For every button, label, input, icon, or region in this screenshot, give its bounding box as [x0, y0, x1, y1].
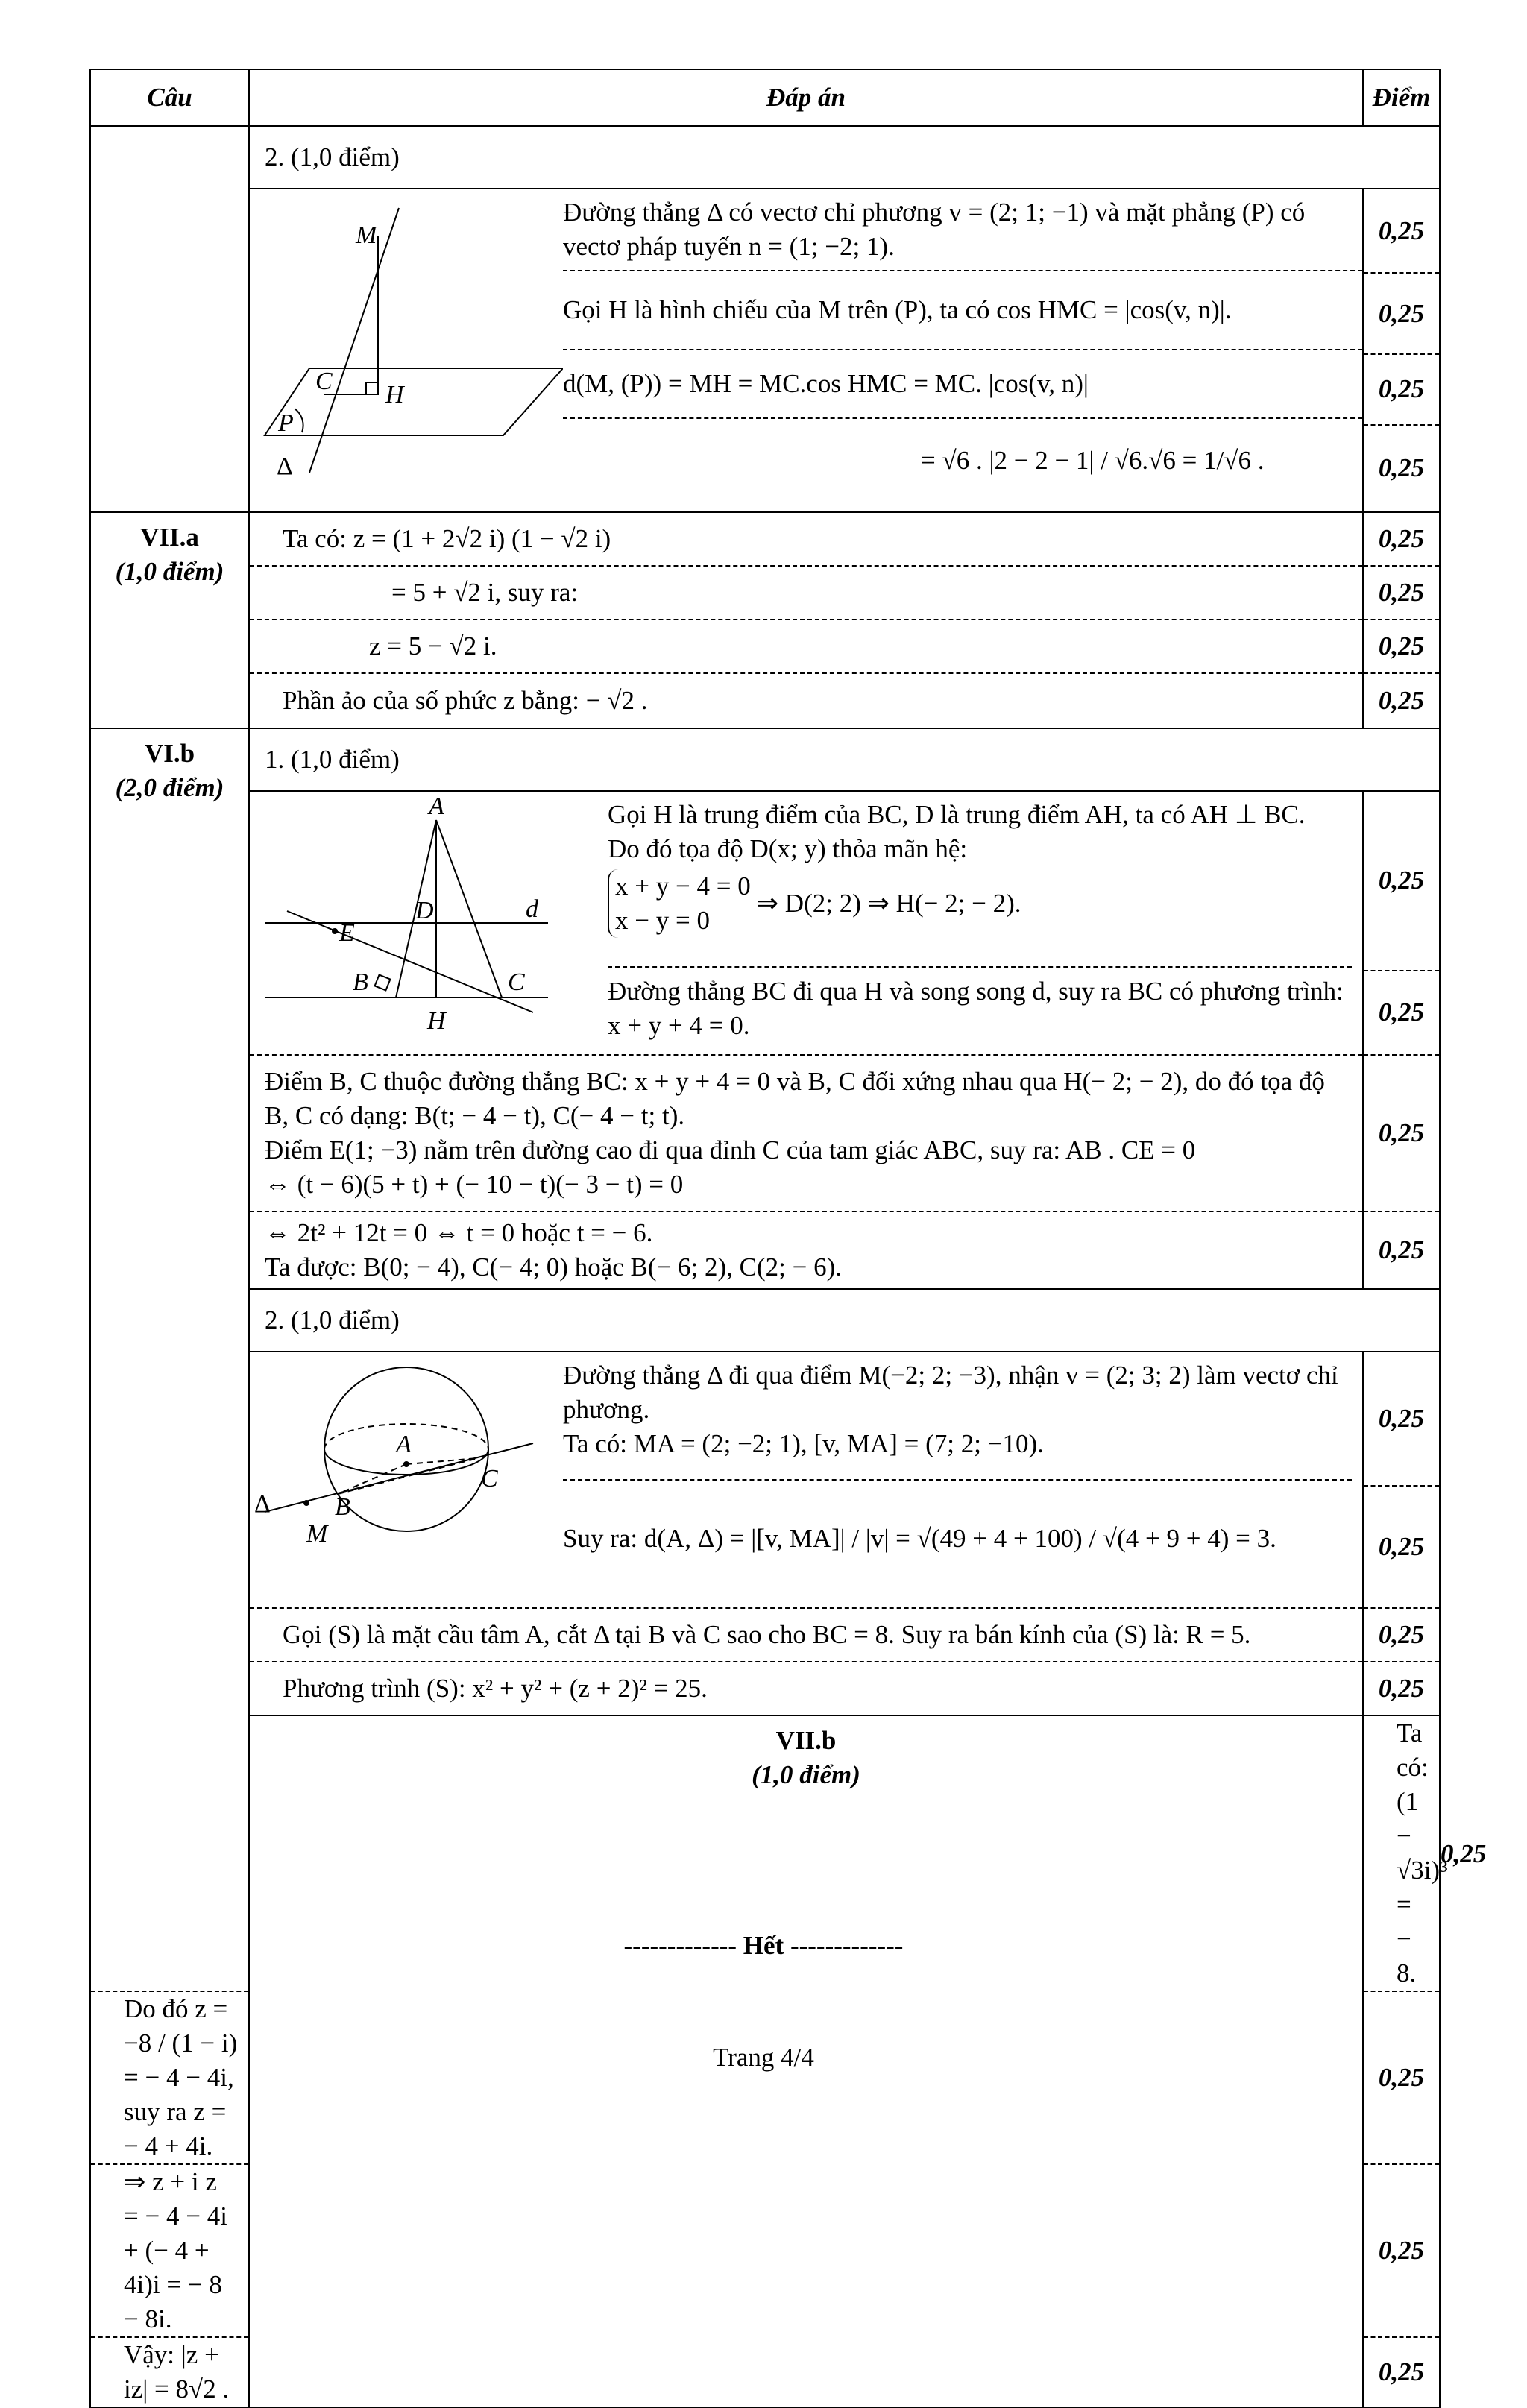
- label-d-line: d: [526, 895, 538, 923]
- label-p: P: [278, 409, 294, 437]
- s3-p1-lines: [608, 792, 1362, 1054]
- score: 0,25: [1363, 566, 1440, 620]
- score: 0,25: [1363, 512, 1440, 566]
- score: 0,25: [1363, 1991, 1440, 2164]
- cau-vii-a: VII.a (1,0 điểm): [90, 512, 249, 728]
- s2-line-4: Phần ảo của số phức z bằng: − √2 .: [249, 673, 1363, 728]
- s1-line-3: d(M, (P)) = MH = MC.cos HMC = MC. |cos(v, n)|: [563, 350, 1362, 419]
- label-m: M: [356, 221, 377, 249]
- eq-2: x − y = 0: [615, 906, 710, 935]
- plane-figure: [250, 189, 563, 511]
- score: 0,25: [1363, 1055, 1440, 1211]
- label-h: H: [385, 381, 404, 409]
- label-c: C: [481, 1465, 498, 1493]
- page-number: Trang 4/4: [713, 2043, 814, 2072]
- cau-empty: [90, 126, 249, 512]
- label-d: D: [415, 897, 434, 924]
- s4-line-4: Vậy: |z + iz| = 8√2 .: [90, 2337, 249, 2407]
- s1-line-2: Gọi H là hình chiếu của M trên (P), ta có cos HMC = |cos(v, n)|.: [563, 271, 1362, 350]
- s3-p2-line-2: Ta có: MA = (2; −2; 1), [v, MA] = (7; 2; −10).: [563, 1429, 1044, 1458]
- s2-line-1: Ta có: z = (1 + 2√2 i) (1 − √2 i): [249, 512, 1363, 566]
- end-marker: ------------- Hết -------------: [623, 1931, 904, 1960]
- score: 0,25: [1363, 354, 1440, 425]
- s1-line-4: = √6 . |2 − 2 − 1| / √6.√6 = 1/√6 .: [921, 446, 1265, 475]
- score: 0,25: [1363, 1352, 1440, 1486]
- s1-content: [249, 189, 1363, 512]
- s4-line-1: Ta có: (1 − √3i)³ = − 8.: [1363, 1715, 1440, 1991]
- s1-line-1: Đường thẳng Δ có vectơ chỉ phương v = (2; 1; −1) và mặt phẳng (P) có vectơ pháp tuyến n = (1; −2; 1).: [563, 189, 1362, 271]
- s2-line-2: = 5 + √2 i, suy ra:: [249, 566, 1363, 620]
- score: 0,25: [1363, 971, 1440, 1055]
- triangle-figure: [250, 792, 608, 1054]
- label-c: C: [508, 968, 525, 996]
- label-a: A: [429, 792, 444, 820]
- label-e: E: [339, 919, 355, 947]
- score: 0,25: [1363, 620, 1440, 673]
- score: 0,25: [1363, 2164, 1440, 2337]
- table-header: [90, 69, 1440, 126]
- s4-line-2: Do đó z = −8 / (1 − i) = − 4 − 4i, suy ra z = − 4 + 4i.: [90, 1991, 249, 2164]
- sphere-figure: [250, 1352, 563, 1607]
- label-delta: Δ: [277, 453, 293, 480]
- score: 0,25: [1363, 425, 1440, 512]
- score: 0,25: [1363, 1486, 1440, 1608]
- score: 0,25: [1363, 189, 1440, 273]
- cau-vi-b: VI.b (2,0 điểm): [90, 728, 249, 1991]
- system-equations: [608, 869, 1352, 938]
- eq-1: x + y − 4 = 0: [615, 872, 751, 901]
- score: 0,25: [1363, 1608, 1440, 1662]
- label-b: B: [353, 968, 368, 996]
- header-cau: Câu: [90, 69, 249, 126]
- header-dap-an: Đáp án: [249, 69, 1363, 126]
- header-diem: Điểm: [1363, 69, 1440, 126]
- part-label: 2. (1,0 điểm): [249, 126, 1440, 189]
- s3-line-1: Gọi H là trung điểm của BC, D là trung điểm AH, ta có AH ⊥ BC.: [608, 800, 1306, 829]
- s4-line-3: ⇒ z + i z = − 4 − 4i + (− 4 + 4i)i = − 8 − 8i.: [90, 2164, 249, 2337]
- s3-line-2: Do đó tọa độ D(x; y) thỏa mãn hệ:: [608, 834, 968, 863]
- label-delta: Δ: [254, 1490, 271, 1518]
- score: 0,25: [1363, 1662, 1440, 1715]
- s3-p2-line-1: Đường thẳng Δ đi qua điểm M(−2; 2; −3), nhận v = (2; 3; 2) làm vectơ chỉ phương.: [563, 1361, 1338, 1424]
- cau-vii-b: VII.b (1,0 điểm): [249, 1715, 1363, 2407]
- s3-p2-line-3: Suy ra: d(A, Δ) = |[v, MA]| / |v| = √(49 + 4 + 100) / √(4 + 9 + 4) = 3.: [563, 1524, 1276, 1553]
- part-label: 2. (1,0 điểm): [249, 1289, 1440, 1352]
- s3-p1-block-4: ⇔ 2t² + 12t = 0 ⇔ t = 0 hoặc t = − 6. Ta được: B(0; − 4), C(− 4; 0) hoặc B(− 6; 2), C(2; − 6).: [249, 1211, 1363, 1289]
- score: 0,25: [1363, 673, 1440, 728]
- s3-p2-lines: [563, 1352, 1362, 1607]
- answer-table: Câu Đáp án Điểm 2. (1,0 điểm) M C H P Δ Đường thẳng Δ có vectơ chỉ phương v = (2; 1; −1) và mặt phẳng (P) có vectơ pháp tuyến n = (1; −2; 1). Gọi H là hình chiếu của M trên (P), ta có cos HMC = |cos(v, n)|. d(M, (P)) = MH = MC.cos HMC = MC. |cos(v, n)| = √6 . |2 − 2 − 1| / √6.√6 = 1/√6 . 0,25 0,25 0,25 0,25 VII.a (1,0 điểm) Ta có: z = (1 + 2√2 i) (1 − √2 i) 0,25 = 5 + √2 i, suy ra: 0,25 z = 5 − √2 i. 0,25 Phần ảo của số phức z bằng: − √2 . 0,25 VI.b (2,0 điểm) 1. (1,0 điểm) A D d E B C H Gọi H là trung điểm của BC, D là trung điểm AH, ta có AH ⊥ BC. Do đó tọa độ D(x; y) thỏa mãn hệ: x + y − 4 = 0 x − y = 0 ⇒ D(2; 2) ⇒ H(− 2; − 2). Đường thẳng BC đi qua H và song song d, suy ra BC có phương trình: x + y + 4 = 0. 0,25 0,25 Điểm B, C thuộc đường thẳng BC: x + y + 4 = 0 và B, C đối xứng nhau qua H(− 2; − 2), do đó tọa độ B, C có dạng: B(t; − 4 − t), C(− 4 − t; t). Điểm E(1; −3) nằm trên đường cao đi qua đỉnh C của tam giác ABC, suy ra: AB . CE = 0 ⇔ (t − 6)(5 + t) + (− 10 − t)(− 3 − t) = 0 0,25 ⇔ 2t² + 12t = 0 ⇔ t = 0 hoặc t = − 6. Ta được: B(0; − 4), C(− 4; 0) hoặc B(− 6; 2), C(2; − 6). 0,25 2. (1,0 điểm) A C B Δ M Đường thẳng Δ đi qua điểm M(−2; 2; −3), nhận v = (2; 3; 2) làm vectơ chỉ phương. Ta có: MA = (2; −2; 1), [v, MA] = (7; 2; −10). Suy ra: d(A, Δ) = |[v, MA]| / |v| = √(49 + 4 + 100) / √(4 + 9 + 4) = 3. 0,25 0,25 Gọi (S) là mặt cầu tâm A, cắt Δ tại B và C sao cho BC = 8. Suy ra bán kính của (S) là: R = 5. 0,25 Phương trình (S): x² + y² + (z + 2)² = 25. 0,25 VII.b (1,0 điểm) Ta có: (1 − √3i)³ = − 8. 0,25 Do đó z = −8 / (1 − i) = − 4 − 4i, suy ra z = − 4 + 4i. 0,25 ⇒ z + i z = − 4 − 4i + (− 4 + 4i)i = − 8 − 8i. 0,25 Vậy: |z + iz| = 8√2 . 0,25: [89, 69, 1441, 2408]
- eq-result: ⇒ D(2; 2) ⇒ H(− 2; − 2).: [756, 889, 1021, 918]
- s3-p2-line-5: Phương trình (S): x² + y² + (z + 2)² = 25.: [249, 1662, 1363, 1715]
- s1-lines: [563, 189, 1362, 511]
- score: 0,25: [1363, 791, 1440, 971]
- label-h: H: [427, 1007, 446, 1035]
- s3-p1-block-3: Điểm B, C thuộc đường thẳng BC: x + y + 4 = 0 và B, C đối xứng nhau qua H(− 2; − 2), do đó tọa độ B, C có dạng: B(t; − 4 − t), C(− 4 − t; t). Điểm E(1; −3) nằm trên đường cao đi qua đỉnh C của tam giác ABC, suy ra: AB . CE = 0 ⇔ (t − 6)(5 + t) + (− 10 − t)(− 3 − t) = 0: [249, 1055, 1363, 1211]
- score: 0,25: [1363, 1211, 1440, 1289]
- s3-p2-content: [249, 1352, 1363, 1608]
- label-a: A: [396, 1431, 412, 1458]
- score: 0,25: [1363, 2337, 1440, 2407]
- part-label: 1. (1,0 điểm): [249, 728, 1440, 791]
- label-c: C: [315, 368, 333, 395]
- s3-p1-content: [249, 791, 1363, 1055]
- label-m: M: [306, 1520, 328, 1548]
- score: 0,25: [1363, 273, 1440, 354]
- s2-line-3: z = 5 − √2 i.: [249, 620, 1363, 673]
- s3-p2-line-4: Gọi (S) là mặt cầu tâm A, cắt Δ tại B và C sao cho BC = 8. Suy ra bán kính của (S) là: R = 5.: [249, 1608, 1363, 1662]
- label-b: B: [335, 1493, 350, 1521]
- s3-line-bc: Đường thẳng BC đi qua H và song song d, suy ra BC có phương trình: x + y + 4 = 0.: [608, 977, 1344, 1040]
